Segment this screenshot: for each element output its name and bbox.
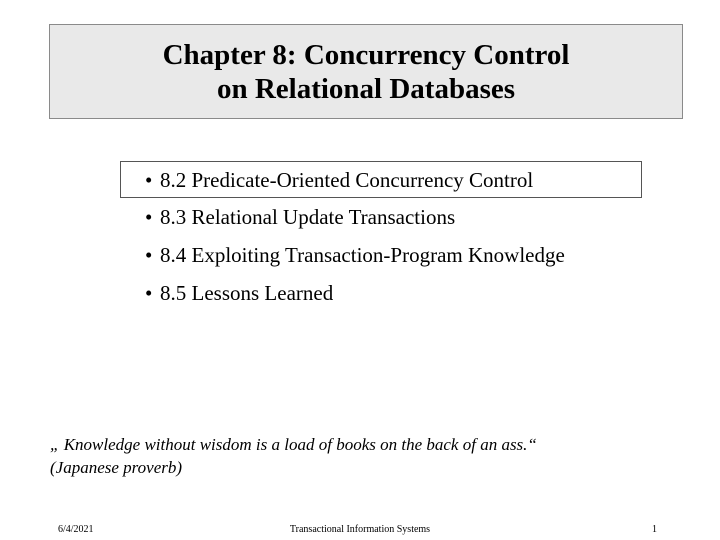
toc-item-8-4 <box>145 243 565 267</box>
toc-item-label: 8.3 Relational Update Transactions <box>160 205 456 229</box>
slide-title-line-1: Chapter 8: Concurrency Control <box>162 38 570 71</box>
proverb-quote <box>50 433 537 479</box>
quote-line-1: „ Knowledge without wisdom is a load of books on the back of an ass.“ <box>50 435 537 454</box>
slide-title-line-2: on Relational Databases <box>216 72 516 105</box>
footer-date: 6/4/2021 <box>58 524 94 535</box>
toc-item-label: 8.4 Exploiting Transaction-Program Knowledge <box>160 243 565 267</box>
quote-line-2: (Japanese proverb) <box>50 458 183 477</box>
toc-item-8-5 <box>145 281 333 305</box>
footer-course-title: Transactional Information Systems <box>289 524 431 535</box>
bullet-icon: • <box>145 281 153 305</box>
toc-item-8-2-current <box>120 161 642 198</box>
bullet-icon: • <box>145 205 153 229</box>
footer-page-number: 1 <box>652 524 657 535</box>
toc-item-label: 8.2 Predicate-Oriented Concurrency Control <box>160 168 534 192</box>
bullet-icon: • <box>145 243 153 267</box>
bullet-icon: • <box>145 168 153 192</box>
toc-item-label: 8.5 Lessons Learned <box>160 281 334 305</box>
toc-item-8-3 <box>145 205 455 229</box>
